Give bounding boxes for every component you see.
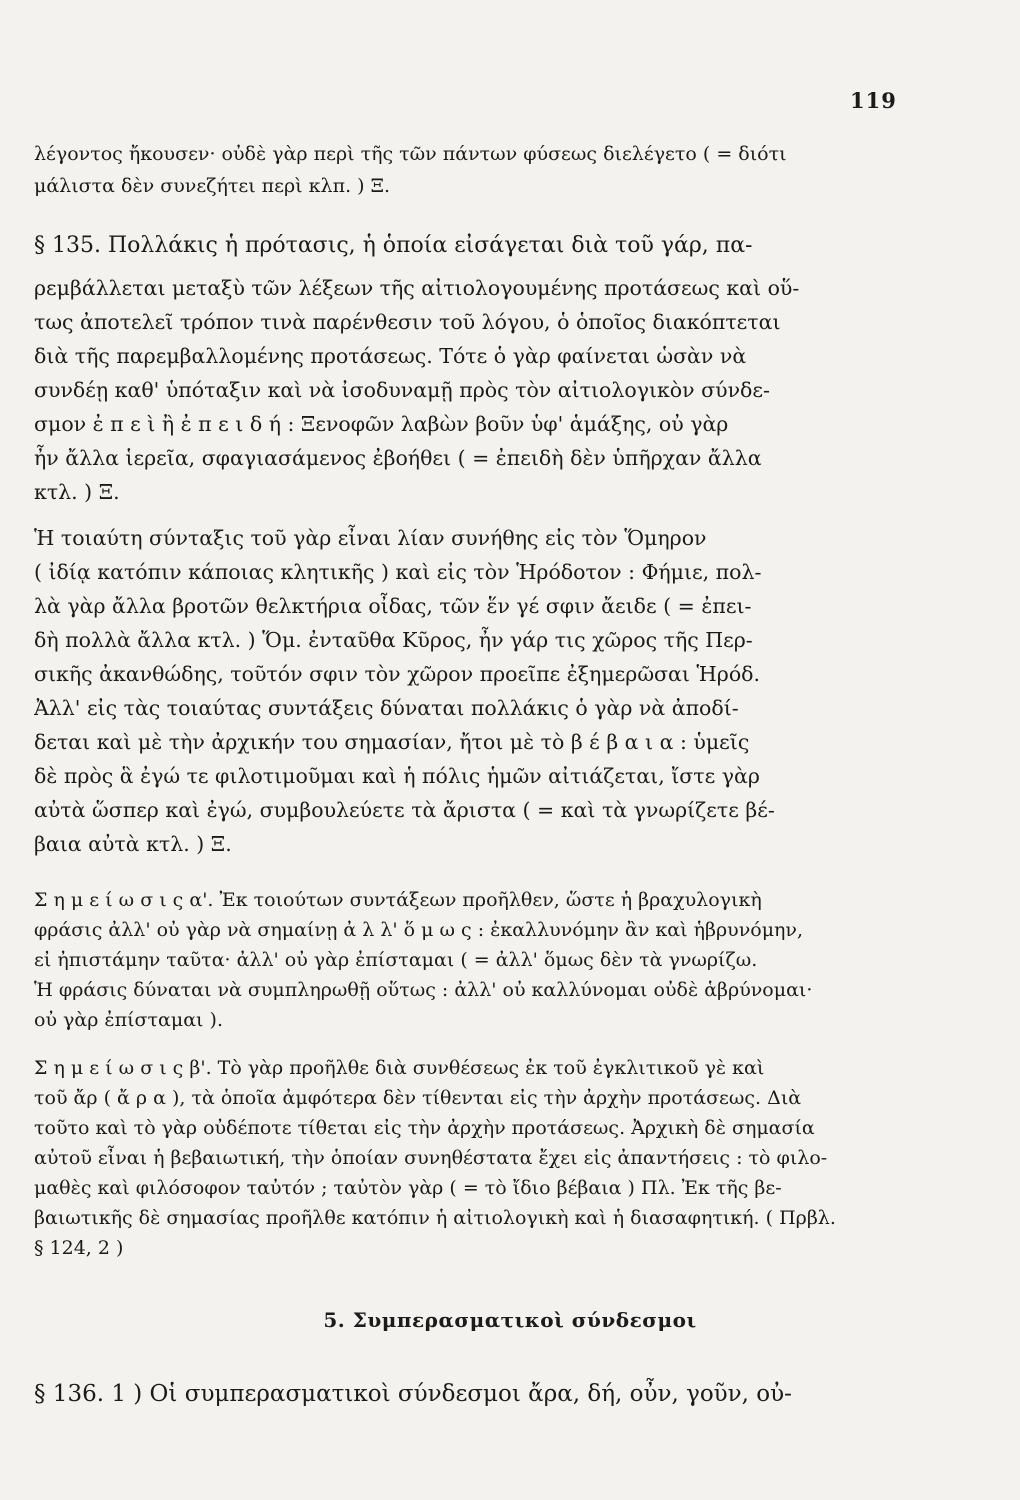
text-line: ( ἰδίᾳ κατόπιν κάποιας κλητικῆς ) καὶ εἰς τὸν Ἡρόδοτον : Φήμιε, πολ- [34, 560, 762, 584]
note-line: φράσις ἀλλ' οὐ γὰρ νὰ σημαίνῃ ἀ λ λ' ὅ μ ω ς : ἐκαλλυνόμην ἂν καὶ ἡβρυνόμην, [34, 919, 804, 941]
text-line: λὰ γὰρ ἄλλα βροτῶν θελκτήρια οἶδας, τῶν ἕν γέ σφιν ἄειδε ( = ἐπει- [34, 594, 752, 618]
text-line: κτλ. ) Ξ. [34, 480, 120, 504]
text-line: δὲ πρὸς ἃ ἐγώ τε φιλοτιμοῦμαι καὶ ἡ πόλις ἡμῶν αἰτιάζεται, ἴστε γὰρ [34, 764, 760, 788]
text-line: Ἀλλ' εἰς τὰς τοιαύτας συντάξεις δύναται πολλάκις ὁ γὰρ νὰ ἀποδί- [34, 696, 739, 720]
text-line: δὴ πολλὰ ἄλλα κτλ. ) Ὅμ. ἐνταῦθα Κῦρος, ἦν γάρ τις χῶρος τῆς Περ- [34, 628, 753, 652]
section-heading: 5. Συμπερασματικοὶ σύνδεσμοι [323, 1308, 697, 1332]
note-line: § 124, 2 ) [34, 1237, 124, 1259]
note-line: μαθὲς καὶ φιλόσοφον ταὐτόν ; ταὐτὸν γὰρ ( = τὸ ἴδιο βέβαια ) Πλ. Ἐκ τῆς βε- [34, 1177, 782, 1199]
text-line: σικῆς ἀκανθώδης, τοῦτόν σφιν τὸν χῶρον προεῖπε ἐξημερῶσαι Ἡρόδ. [34, 662, 761, 686]
text-line: δεται καὶ μὲ τὴν ἀρχικήν του σημασίαν, ἤτοι μὲ τὸ β έ β α ι α : ὑμεῖς [34, 730, 750, 754]
text-line: μάλιστα δὲν συνεζήτει περὶ κλπ. ) Ξ. [34, 175, 391, 197]
text-line: διὰ τῆς παρεμβαλλομένης προτάσεως. Τότε ὁ γὰρ φαίνεται ὡσὰν νὰ [34, 344, 747, 368]
text-line: τως ἀποτελεῖ τρόπον τινὰ παρένθεσιν τοῦ λόγου, ὁ ὁποῖος διακόπτεται [34, 310, 781, 334]
section-136-line: § 136. 1 ) Οἱ συμπερασματικοὶ σύνδεσμοι ἄρα, δή, οὖν, γοῦν, οὐ- [34, 1381, 792, 1407]
note-line: Σ η μ ε ί ω σ ι ς β'. Τὸ γὰρ προῆλθε διὰ συνθέσεως ἐκ τοῦ ἐγκλιτικοῦ γὲ καὶ [34, 1057, 765, 1079]
page-number: 119 [850, 88, 897, 113]
note-line: οὐ γὰρ ἐπίσταμαι ). [34, 1009, 223, 1031]
text-line: Ἡ τοιαύτη σύνταξις τοῦ γὰρ εἶναι λίαν συνήθης εἰς τὸν Ὅμηρον [34, 526, 707, 550]
text-line: ἦν ἄλλα ἱερεῖα, σφαγιασάμενος ἐβοήθει ( = ἐπειδὴ δὲν ὑπῆρχαν ἄλλα [34, 446, 762, 470]
text-line: βαια αὐτὰ κτλ. ) Ξ. [34, 832, 232, 856]
note-line: εἰ ἠπιστάμην ταῦτα· ἀλλ' οὐ γὰρ ἐπίσταμαι ( = ἀλλ' ὅμως δὲν τὰ γνωρίζω. [34, 949, 758, 971]
text-line: συνδέῃ καθ' ὑπόταξιν καὶ νὰ ἰσοδυναμῇ πρὸς τὸν αἰτιολογικὸν σύνδε- [34, 378, 770, 402]
note-line: αὐτοῦ εἶναι ἡ βεβαιωτική, τὴν ὁποίαν συνηθέστατα ἔχει εἰς ἀπαντήσεις : τὸ φιλο- [34, 1147, 828, 1169]
text-line: αὐτὰ ὥσπερ καὶ ἐγώ, συμβουλεύετε τὰ ἄριστα ( = καὶ τὰ γνωρίζετε βέ- [34, 798, 775, 822]
note-line: τοῦτο καὶ τὸ γὰρ οὐδέποτε τίθεται εἰς τὴν ἀρχὴν προτάσεως. Ἀρχικὴ δὲ σημασία [34, 1117, 815, 1139]
note-line: Ἡ φράσις δύναται νὰ συμπληρωθῇ οὕτως : ἀλλ' οὐ καλλύνομαι οὐδὲ ἁβρύνομαι· [34, 979, 813, 1001]
note-line: τοῦ ἄρ ( ἄ ρ α ), τὰ ὁποῖα ἀμφότερα δὲν τίθενται εἰς τὴν ἀρχὴν προτάσεως. Διὰ [34, 1087, 802, 1109]
text-line: λέγοντος ἤκουσεν· οὐδὲ γὰρ περὶ τῆς τῶν πάντων φύσεως διελέγετο ( = διότι [34, 143, 787, 165]
section-135-line: § 135. Πολλάκις ἡ πρότασις, ἡ ὁποία εἰσάγεται διὰ τοῦ γάρ, πα- [34, 233, 753, 258]
note-line: βαιωτικῆς δὲ σημασίας προῆλθε κατόπιν ἡ αἰτιολογικὴ καὶ ἡ διασαφητική. ( Πρβλ. [34, 1207, 836, 1229]
text-line: ρεμβάλλεται μεταξὺ τῶν λέξεων τῆς αἰτιολογουμένης προτάσεως καὶ οὕ- [34, 276, 800, 300]
note-line: Σ η μ ε ί ω σ ι ς α'. Ἐκ τοιούτων συντάξεων προῆλθεν, ὥστε ἡ βραχυλογικὴ [34, 889, 762, 911]
text-line: σμον ἐ π ε ὶ ἢ ἐ π ε ι δ ή : Ξενοφῶν λαβὼν βοῦν ὑφ' ἁμάξης, οὐ γὰρ [34, 412, 729, 436]
